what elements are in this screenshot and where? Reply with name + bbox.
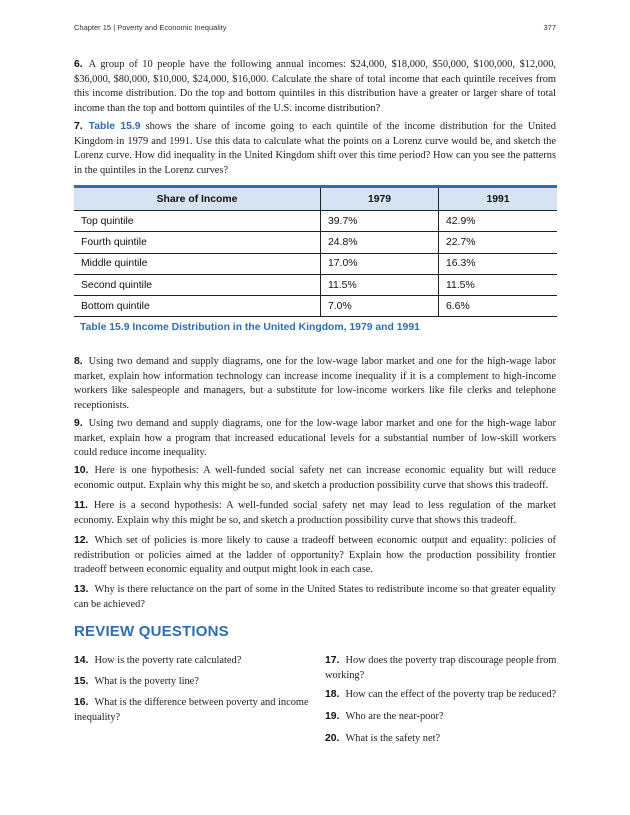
question-8 xyxy=(74,355,556,413)
table-reference-link[interactable]: Table 15.9 xyxy=(88,121,141,132)
question-text: How is the poverty rate calculated? xyxy=(94,655,242,666)
review-question-16 xyxy=(74,696,310,725)
table-cell: 16.3% xyxy=(439,253,558,274)
chapter-title: Chapter 15 | Poverty and Economic Inequality xyxy=(74,23,227,32)
question-text: What is the safety net? xyxy=(345,733,441,744)
question-number: 13. xyxy=(74,584,89,595)
table-cell: 11.5% xyxy=(321,274,439,295)
table-row xyxy=(74,211,557,232)
question-10 xyxy=(74,464,556,493)
table-cell: 7.0% xyxy=(321,296,439,317)
question-number: 15. xyxy=(74,676,89,687)
question-number: 11. xyxy=(74,500,88,511)
page-number: 377 xyxy=(543,23,556,32)
table-cell: 17.0% xyxy=(321,253,439,274)
income-distribution-table xyxy=(74,185,557,317)
question-text: shows the share of income going to each quintile of the income distribution for the United Kingdom in 1979 and 1991. Use this data to calculate what the points on a Lorenz curve would be, and sketch the Lorenz curve. How did inequality in the United Kingdom shift over this time period? How can you see the patterns in the quintiles in the Lorenz curves? xyxy=(74,121,556,176)
question-text: Why is there reluctance on the part of some in the United States to redistribute income so that greater equality can be achieved? xyxy=(74,584,556,610)
question-text: Here is a second hypothesis: A well-funded social safety net may lead to less regulation of the market economy. Explain why this might be so, and sketch a production possibility curve that shows this tradeoff. xyxy=(74,500,556,526)
table-cell: Second quintile xyxy=(74,274,321,295)
question-number: 16. xyxy=(74,697,89,708)
question-number: 12. xyxy=(74,535,89,546)
column-header: 1991 xyxy=(439,187,558,211)
question-text: Who are the near-poor? xyxy=(345,711,444,722)
question-number: 14. xyxy=(74,655,89,666)
review-question-18 xyxy=(325,688,561,703)
table-caption: Table 15.9 Income Distribution in the United Kingdom, 1979 and 1991 xyxy=(80,322,420,333)
table-cell: 39.7% xyxy=(321,211,439,232)
question-number: 10. xyxy=(74,465,89,476)
review-question-14 xyxy=(74,654,310,669)
running-header xyxy=(74,23,556,37)
question-text: How can the effect of the poverty trap be reduced? xyxy=(345,689,557,700)
question-7 xyxy=(74,120,556,178)
review-question-19 xyxy=(325,710,561,725)
review-question-17 xyxy=(325,654,561,683)
review-question-15 xyxy=(74,675,310,690)
review-question-20 xyxy=(325,732,561,747)
review-questions-heading: REVIEW QUESTIONS xyxy=(74,623,229,640)
table-row xyxy=(74,296,557,317)
table-row xyxy=(74,274,557,295)
table-cell: Fourth quintile xyxy=(74,232,321,253)
question-text: How does the poverty trap discourage people from working? xyxy=(325,655,557,681)
question-9 xyxy=(74,417,556,461)
question-text: What is the difference between poverty and income inequality? xyxy=(74,697,309,723)
question-11 xyxy=(74,499,556,528)
question-text: What is the poverty line? xyxy=(94,676,199,687)
question-12 xyxy=(74,534,556,578)
question-number: 9. xyxy=(74,418,83,429)
question-text: Using two demand and supply diagrams, one for the low-wage labor market and one for the high-wage labor market, explain how information technology can increase income inequality if it is a complement to high-income workers like salespeople and managers, but a substitute for low-income workers like file clerks and telephone receptionists. xyxy=(74,356,556,411)
question-number: 8. xyxy=(74,356,83,367)
table-header-row xyxy=(74,187,557,211)
column-header: 1979 xyxy=(321,187,439,211)
question-text: Using two demand and supply diagrams, one for the low-wage labor market and one for the high-wage labor market, explain how a program that increased educational levels for a substantial number of low-skill workers could reduce income inequality. xyxy=(74,418,556,458)
question-number: 7. xyxy=(74,121,83,132)
table-cell: 24.8% xyxy=(321,232,439,253)
question-13 xyxy=(74,583,556,612)
table-row xyxy=(74,253,557,274)
question-number: 19. xyxy=(325,711,340,722)
table-cell: Top quintile xyxy=(74,211,321,232)
column-header: Share of Income xyxy=(74,187,321,211)
table-row xyxy=(74,232,557,253)
question-number: 6. xyxy=(74,59,83,70)
table-cell: 6.6% xyxy=(439,296,558,317)
question-text: Here is one hypothesis: A well-funded social safety net can increase economic equality but will reduce economic output. Explain why this might be so, and sketch a production possibility curve that shows this tradeoff. xyxy=(74,465,556,491)
table-cell: 11.5% xyxy=(439,274,558,295)
table-cell: Bottom quintile xyxy=(74,296,321,317)
question-number: 20. xyxy=(325,733,340,744)
table-cell: Middle quintile xyxy=(74,253,321,274)
table-cell: 22.7% xyxy=(439,232,558,253)
question-number: 18. xyxy=(325,689,340,700)
question-6 xyxy=(74,58,556,116)
question-text: Which set of policies is more likely to cause a tradeoff between economic output and equality: policies of redistribution or policies aimed at the ladder of opportunity? Explain how the production possibility frontier tradeoff between economic equality and output might look in each case. xyxy=(74,535,556,575)
question-text: A group of 10 people have the following annual incomes: $24,000, $18,000, $50,000, $100,000, $12,000, $36,000, $80,000, $10,000, $24,000, $16,000. Calculate the share of total income that each quintile receives from this income distribution. Do the top and bottom quintiles in this distribution have a greater or larger share of total income than the top and bottom quintiles of the U.S. income distribution? xyxy=(74,59,556,114)
question-number: 17. xyxy=(325,655,340,666)
table-cell: 42.9% xyxy=(439,211,558,232)
